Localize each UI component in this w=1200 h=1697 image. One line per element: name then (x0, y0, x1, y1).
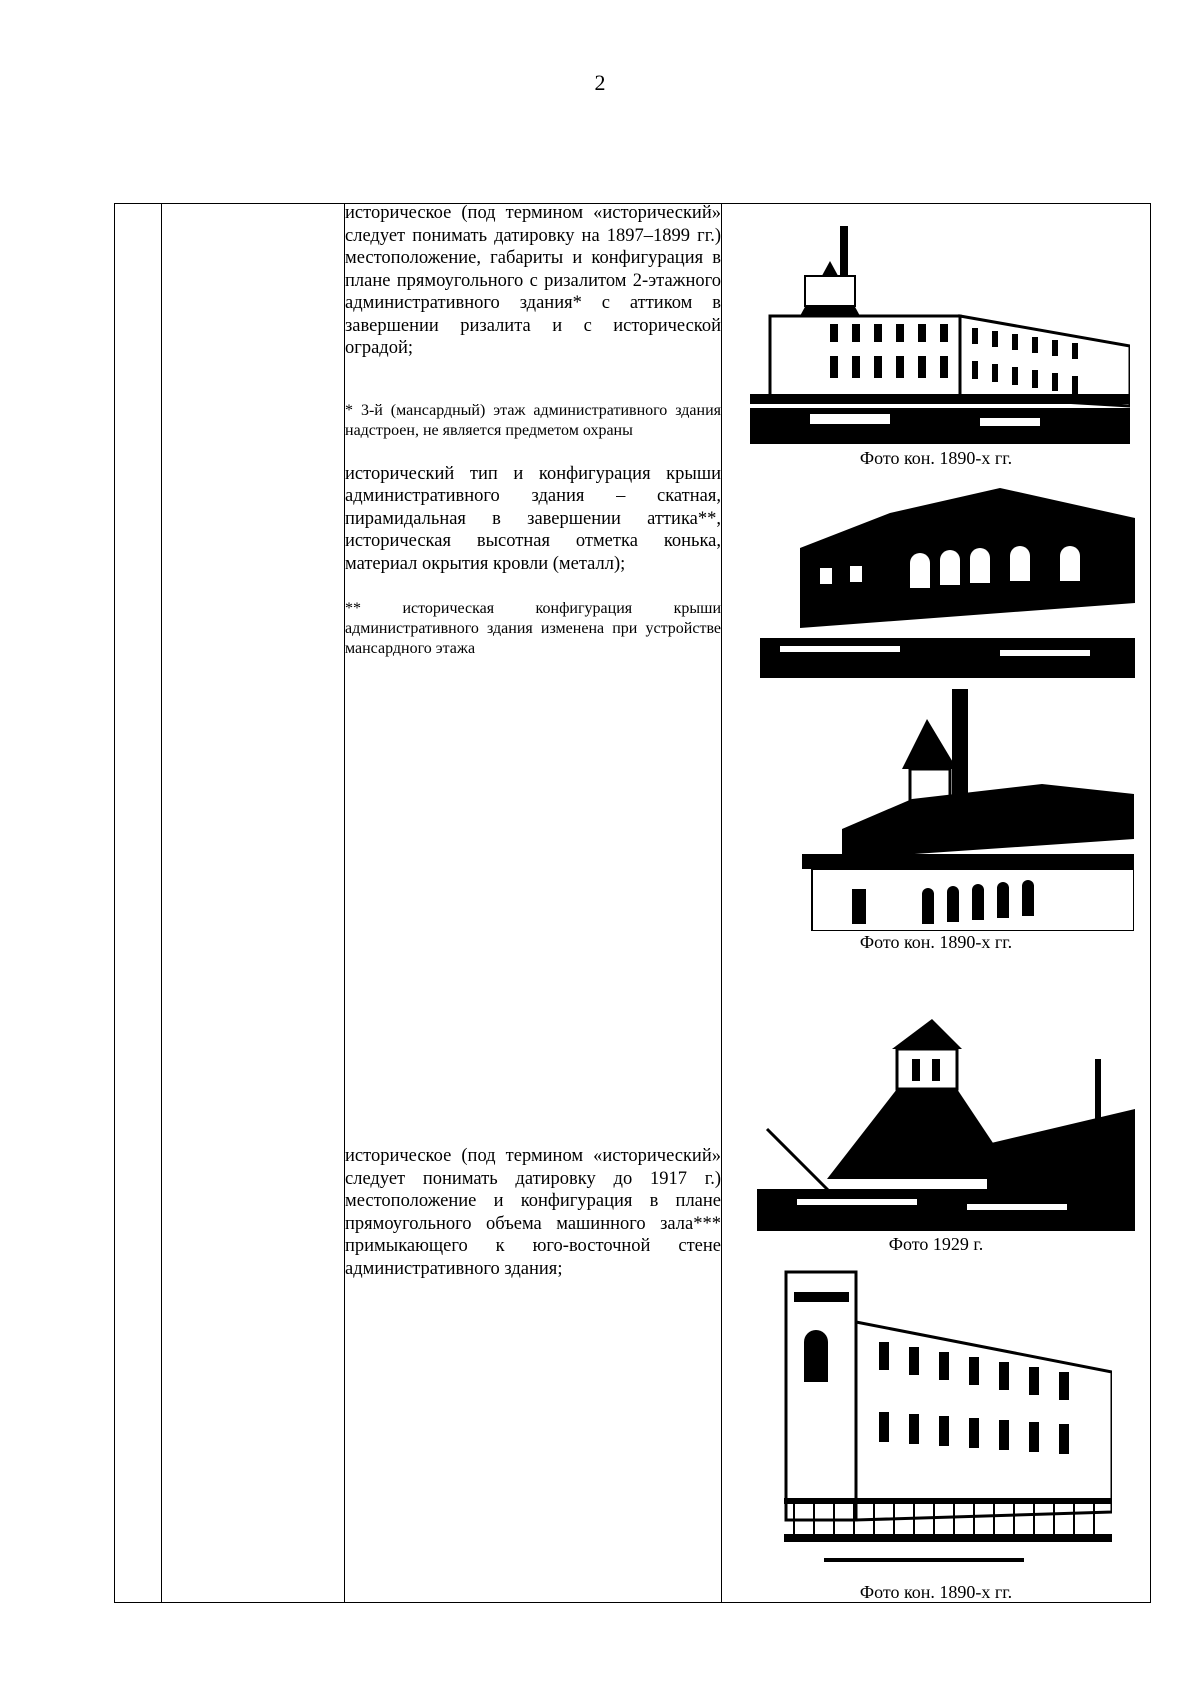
heritage-table (114, 203, 1151, 1603)
table-cell-description (345, 204, 722, 1603)
photo-building-facade-1890s (750, 216, 1130, 444)
text-block-machine-hall: историческое (под термином «исторический» следует понимать датировку до 1917 г.) местоположение и конфигурация в плане прямоугольного объема машинного зала*** примыкающего к юго-восточной стене административного здания; (345, 1146, 721, 1279)
photo-caption: Фото кон. 1890-х гг. (859, 1582, 1013, 1602)
photo-tower-roof-1890s (782, 689, 1134, 931)
footnote-mansard-floor: * 3-й (мансардный) этаж административного здания надстроен, не является предметом охраны (345, 401, 721, 439)
table-cell-index (115, 204, 162, 1603)
photo-caption: Фото кон. 1890-х гг. (859, 932, 1013, 952)
photo-building-arches (760, 478, 1135, 678)
photo-steeple-1929 (757, 989, 1135, 1231)
photo-caption: Фото кон. 1890-х гг. (859, 448, 1013, 468)
text-block-roof: исторический тип и конфигурация крыши административного здания – скатная, пирамидальная в завершении аттика**, историческая высотная отметка конька, материал окрытия кровли (металл); (345, 463, 721, 574)
table-cell-photos (722, 204, 1151, 1603)
page-number: 2 (594, 70, 606, 95)
text-block-location: историческое (под термином «исторический» следует понимать датировку на 1897–1899 гг.) местоположение, габариты и конфигурация в плане прямоугольного с ризалитом 2-этажного административного здания* с аттиком в завершении ризалита и с исторической оградой; (345, 203, 721, 358)
photo-side-view-fence-1890s (784, 1262, 1112, 1580)
photo-caption: Фото 1929 г. (888, 1234, 984, 1254)
table-cell-object (162, 204, 345, 1603)
table-row (115, 204, 1151, 1603)
footnote-roof-changed: ** историческая конфигурация крыши административного здания изменена при устройстве мансардного этажа (345, 600, 721, 657)
